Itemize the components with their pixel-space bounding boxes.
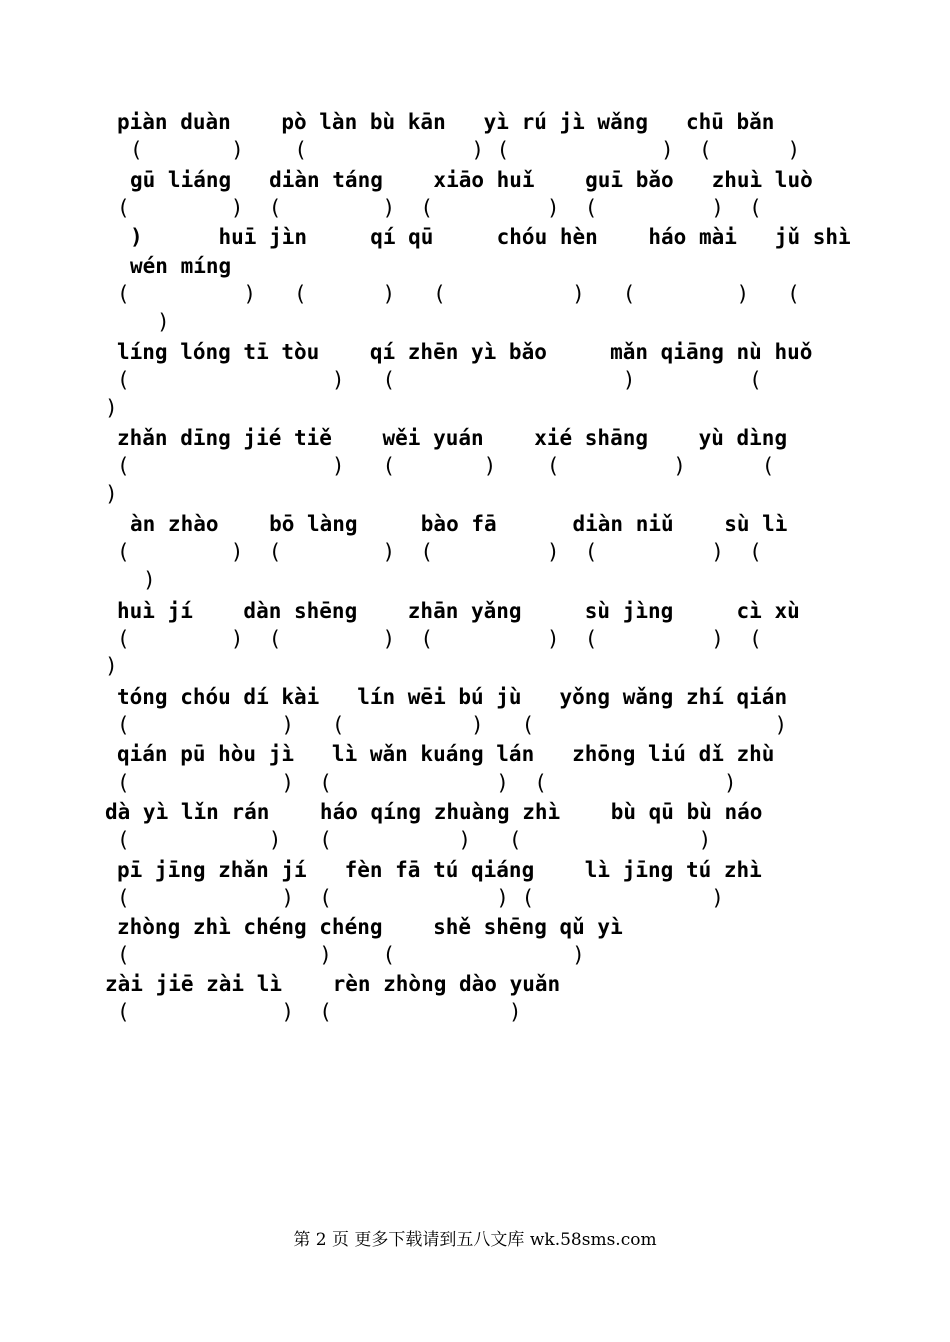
pinyin-line: zhòng zhì chéng chéng shě shēng qǔ yì [117,915,623,939]
pinyin-line: zhǎn dīng jié tiě wěi yuán xié shāng yù dìng [117,426,788,450]
answer-blanks: ( ) ( ) ( ) ( ) ( [117,540,762,564]
answer-blanks: ( ) ( ) [117,943,585,967]
pinyin-line: gū liáng diàn táng xiāo huǐ guī bǎo zhuì luò [130,168,813,192]
pinyin-line: dà yì lǐn rán háo qíng zhuàng zhì bù qū bù náo [105,800,763,824]
answer-blanks: ( ) ( ) ( [117,368,762,392]
answer-blanks: ( ) ( ) ( ) ( ) [130,138,801,162]
answer-blanks: ( ) ( ) ( ) [117,828,712,852]
answer-blanks: ) [157,310,170,334]
answer-blanks: ( ) ( ) ( ) ( [117,454,775,478]
pinyin-line: zài jiē zài lì rèn zhòng dào yuǎn [105,972,561,996]
answer-blanks: ) [105,654,118,678]
pinyin-line: wén míng [130,254,232,278]
answer-blanks: ( ) ( ) ( ) [117,886,724,910]
pinyin-line: huì jí dàn shēng zhān yǎng sù jìng cì xù [117,599,800,623]
pinyin-line: pī jīng zhǎn jí fèn fā tú qiáng lì jīng tú zhì [117,858,762,882]
pinyin-line: ) huī jìn qí qū chóu hèn háo mài jǔ shì [130,225,851,249]
answer-blanks: ( ) ( ) ( ) ( ) ( [117,196,762,220]
page-footer: 第 2 页 更多下载请到五八文库 wk.58sms.com [293,1230,657,1250]
answer-blanks: ) [143,568,156,592]
answer-blanks: ( ) ( ) ( ) ( ) ( [117,627,762,651]
answer-blanks: ( ) ( ) ( ) ( ) ( [117,282,800,306]
answer-blanks: ( ) ( ) [117,1000,522,1024]
answer-blanks: ) [105,396,118,420]
pinyin-line: líng lóng tī tòu qí zhēn yì bǎo mǎn qiāng nù huǒ [117,340,813,364]
pinyin-line: tóng chóu dí kài lín wēi bú jù yǒng wǎng zhí qián [117,685,788,709]
answer-blanks: ) [105,482,118,506]
answer-blanks: ( ) ( ) ( ) [117,771,737,795]
pinyin-line: qián pū hòu jì lì wǎn kuáng lán zhōng liú dǐ zhù [117,742,775,766]
pinyin-line: àn zhào bō làng bào fā diàn niǔ sù lì [130,512,788,536]
pinyin-line: piàn duàn pò làn bù kān yì rú jì wǎng chū bǎn [117,110,775,134]
answer-blanks: ( ) ( ) ( ) [117,713,788,737]
